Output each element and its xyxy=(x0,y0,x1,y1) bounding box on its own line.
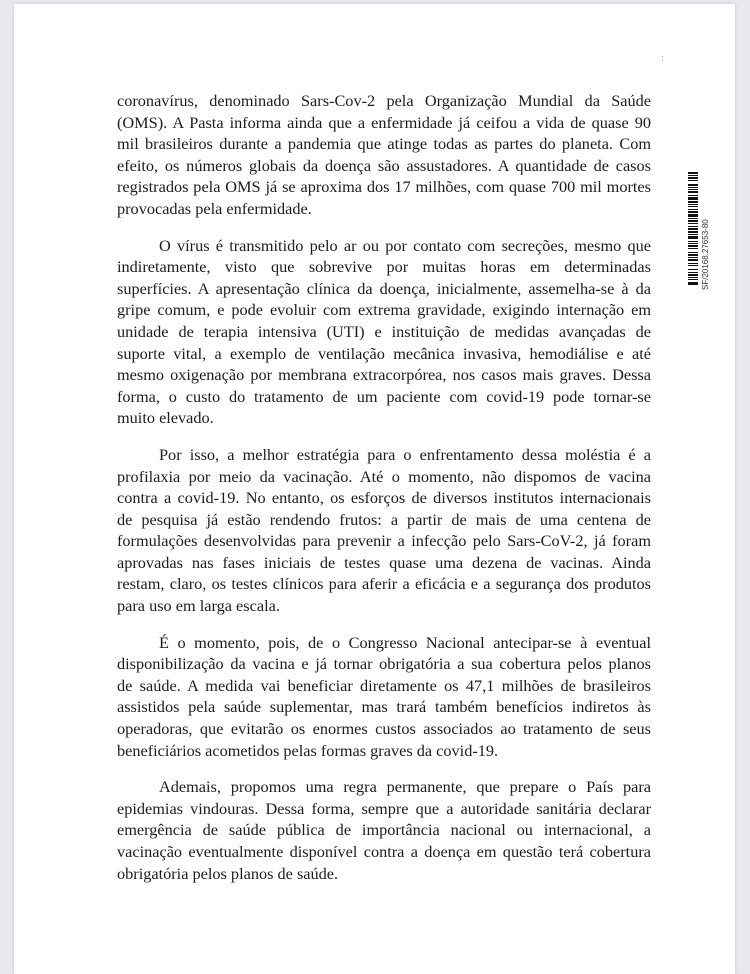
barcode-bar xyxy=(688,234,698,235)
barcode-bar xyxy=(688,214,698,217)
barcode-bar xyxy=(688,191,698,193)
barcode-bar xyxy=(688,172,698,174)
barcode-bar xyxy=(688,231,698,233)
text-line: superfícies. A apresentação clínica da doença, inicialmente, assemelha-se à da xyxy=(117,278,651,298)
barcode-label: SF/20168.27653-80 xyxy=(701,219,710,290)
paragraph-2 xyxy=(117,235,651,429)
text-line: beneficiários acometidos pelas formas graves da covid-19. xyxy=(117,740,499,760)
barcode-bar xyxy=(688,177,698,179)
barcode-bar xyxy=(688,226,698,227)
text-line: para uso em larga escala. xyxy=(117,596,280,616)
barcode-bar xyxy=(688,254,698,256)
text-line: operadoras, que evitarão os enormes custos associados ao tratamento de seus xyxy=(117,719,651,739)
barcode-bar xyxy=(688,206,698,207)
text-line: suporte vital, a exemplo de ventilação mecânica invasiva, hemodiálise e até xyxy=(117,343,651,363)
barcode-bar xyxy=(688,195,698,196)
text-line: mesmo oxigenação por membrana extracorpórea, nos casos mais graves. Dessa xyxy=(117,365,651,385)
text-line: coronavírus, denominado Sars-Cov-2 pela Organização Mundial da Saúde xyxy=(117,91,651,110)
text-line: efeito, os números globais da doença são assustadores. A quantidade de casos xyxy=(117,155,651,175)
text-line: muito elevado. xyxy=(117,408,214,428)
barcode-bar xyxy=(688,209,698,210)
text-line: O vírus é transmitido pelo ar ou por contato com secreções, mesmo que xyxy=(159,235,651,255)
text-line: gripe comum, e pode evoluir com extrema gravidade, exigindo internação em xyxy=(117,300,651,320)
barcode-bar xyxy=(688,189,698,190)
text-line: de saúde. A medida vai beneficiar diretamente os 47,1 milhões de brasileiros xyxy=(117,675,651,695)
barcode-bar xyxy=(688,218,698,219)
barcode-bar xyxy=(688,277,698,278)
document-barcode xyxy=(688,172,714,336)
text-line: assistidos pela saúde suplementar, mas trará também benefícios indiretos às xyxy=(117,697,651,717)
barcode-bar xyxy=(688,272,698,273)
text-line: disponibilização da vacina e já tornar obrigatória a sua cobertura pelos planos xyxy=(117,654,651,674)
text-line: indiretamente, visto que sobrevive por muitas horas em determinadas xyxy=(117,257,651,277)
barcode-bar xyxy=(688,274,698,276)
text-line: provocadas pela enfermidade. xyxy=(117,198,312,218)
text-line: mil brasileiros durante a pandemia que atinge todas as partes do planeta. Com xyxy=(117,134,651,154)
barcode-bars xyxy=(688,172,698,336)
paragraph-5 xyxy=(117,776,651,884)
text-line: vacinação eventualmente disponível contra a doença em questão terá cobertura xyxy=(117,842,651,861)
barcode-bar xyxy=(688,279,698,280)
text-line: formulações desenvolvidas para prevenir a infecção pelo Sars-CoV-2, já foram xyxy=(117,531,651,551)
barcode-bar xyxy=(688,282,698,285)
text-line: contra a covid-19. No entanto, os esforços de diversos institutos internacionais xyxy=(117,488,651,508)
barcode-bar xyxy=(688,175,698,176)
text-line: forma, o custo do tratamento de um paciente com covid-19 pode tornar-se xyxy=(117,386,651,406)
text-line: Por isso, a melhor estratégia para o enfrentamento dessa moléstia é a xyxy=(159,444,651,464)
barcode-bar xyxy=(688,269,698,270)
paragraph-1 xyxy=(117,90,651,220)
barcode-bar xyxy=(688,263,698,264)
text-line: epidemias vindouras. Dessa forma, sempre que a autoridade sanitária declarar xyxy=(117,798,651,818)
barcode-bar xyxy=(688,248,698,249)
barcode-bar xyxy=(688,220,698,222)
barcode-bar xyxy=(688,243,698,244)
barcode-bar xyxy=(688,187,698,188)
barcode-bar xyxy=(688,204,698,205)
barcode-bar xyxy=(688,197,698,200)
text-line: emergência de saúde pública de importância nacional ou internacional, a xyxy=(117,820,651,840)
barcode-bar xyxy=(688,257,698,258)
barcode-bar xyxy=(688,223,698,224)
barcode-bar xyxy=(688,228,698,230)
text-line: Ademais, propomos uma regra permanente, que prepare o País para xyxy=(159,777,651,797)
text-line: (OMS). A Pasta informa ainda que a enfermidade já ceifou a vida de quase 90 xyxy=(117,112,651,132)
barcode-bar xyxy=(688,252,698,253)
text-line: aprovadas nas fases iniciais de testes quase uma dezena de vacinas. Ainda xyxy=(117,552,651,572)
barcode-bar xyxy=(688,236,698,239)
barcode-bar xyxy=(688,180,698,181)
barcode-bar xyxy=(688,265,698,266)
paragraph-4 xyxy=(117,632,651,762)
paragraph-3 xyxy=(117,444,651,617)
text-line: É o momento, pois, de o Congresso Nacional antecipar-se à eventual xyxy=(159,632,651,652)
barcode-bar xyxy=(688,245,698,247)
text-line: registrados pela OMS já se aproxima dos 17 milhões, com quase 700 mil mortes xyxy=(117,177,651,197)
corner-mark: : xyxy=(661,52,665,64)
text-line: restam, claro, os testes clínicos para aferir a eficácia e a segurança dos produtos xyxy=(117,574,651,594)
text-line: profilaxia por meio da vacinação. Até o momento, não dispomos de vacina xyxy=(117,466,651,486)
barcode-bar xyxy=(688,211,698,213)
text-line: obrigatória pelos planos de saúde. xyxy=(117,863,339,883)
barcode-bar xyxy=(688,201,698,203)
barcode-bar xyxy=(688,241,698,242)
document-body xyxy=(117,90,651,899)
text-line: de pesquisa já estão rendendo frutos: a partir de mais de uma centena de xyxy=(117,509,651,529)
barcode-bar xyxy=(688,184,698,186)
text-line: unidade de terapia intensiva (UTI) e instituição de medidas avançadas de xyxy=(117,321,651,341)
barcode-bar xyxy=(688,259,698,261)
